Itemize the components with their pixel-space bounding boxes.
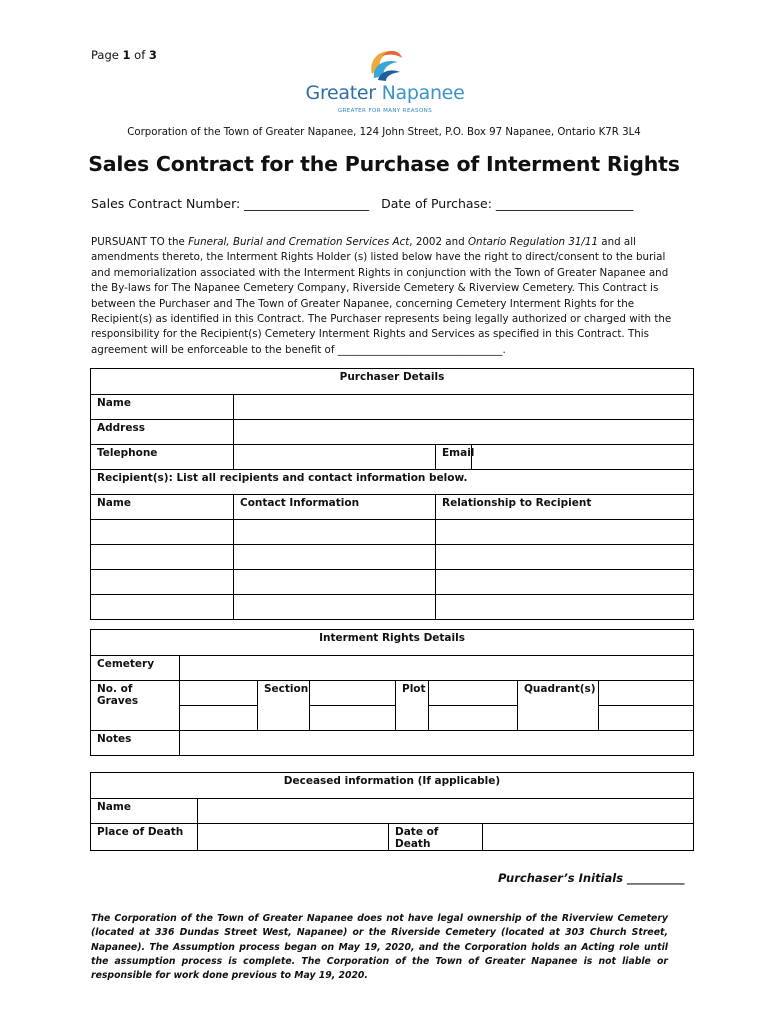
cemetery-input[interactable] bbox=[180, 656, 694, 681]
deceased-name-label: Name bbox=[91, 799, 198, 824]
recipient-row bbox=[91, 570, 694, 595]
purchaser-telephone-label: Telephone bbox=[91, 445, 234, 470]
agreement-paragraph: PURSUANT TO the Funeral, Burial and Cremation Services Act, 2002 and Ontario Regulation 31/11 and all amendments thereto, the Interment Rights Holder (s) listed below have the right to direct/consent to the burial and memorialization associated with the Interment Rights in conjunction with the Town of Greater Napanee and the By-laws for The Napanee Cemetery Company, Riverside Cemetery & Riverview Cemetery. This Contract is between the Purchaser and The Town of Greater Napanee, concerning Cemetery Interment Rights for the Recipient(s) as identified in this Contract. The Purchaser represents being legally authorized or charged with the responsibility for the Recipient(s) Cemetery Interment Rights and Services as specified in this Contract. This agreement will be enforceable to the benefit of ________________________________. bbox=[91, 236, 672, 356]
interment-rights-table bbox=[90, 629, 694, 756]
graves-input-2[interactable] bbox=[180, 706, 258, 731]
recipient-name-header: Name bbox=[91, 495, 234, 520]
page-of: of bbox=[130, 48, 149, 62]
deceased-info-table bbox=[90, 772, 694, 851]
place-of-death-label: Place of Death bbox=[91, 824, 198, 851]
notes-label: Notes bbox=[91, 731, 180, 756]
purchaser-initials-field[interactable]: Purchaser’s Initials __________ bbox=[498, 871, 685, 885]
graves-input[interactable] bbox=[180, 681, 258, 706]
logo-tagline: GREATER FOR MANY REASONS bbox=[337, 108, 433, 114]
recipient-contact-input[interactable] bbox=[234, 520, 436, 545]
contract-number-line bbox=[91, 196, 633, 211]
notes-input[interactable] bbox=[180, 731, 694, 756]
interment-rights-heading: Interment Rights Details bbox=[91, 630, 694, 656]
purchaser-email-input[interactable] bbox=[472, 445, 694, 470]
purchaser-details-table bbox=[90, 368, 694, 620]
recipient-relationship-header: Relationship to Recipient bbox=[436, 495, 694, 520]
page-total: 3 bbox=[148, 48, 157, 62]
recipient-contact-input[interactable] bbox=[234, 595, 436, 620]
recipient-name-input[interactable] bbox=[91, 595, 234, 620]
graves-label: No. of Graves bbox=[91, 681, 180, 731]
purchaser-telephone-input[interactable] bbox=[234, 445, 436, 470]
date-of-death-label: Date of Death bbox=[389, 824, 483, 851]
recipient-relationship-input[interactable] bbox=[436, 595, 694, 620]
corporation-address: Corporation of the Town of Greater Napanee, 124 John Street, P.O. Box 97 Napanee, Ontario K7R 3L4 bbox=[127, 127, 641, 138]
section-input-2[interactable] bbox=[310, 706, 396, 731]
recipient-relationship-input[interactable] bbox=[436, 520, 694, 545]
page-number bbox=[91, 48, 157, 62]
purchaser-name-input[interactable] bbox=[234, 395, 694, 420]
quadrant-input-2[interactable] bbox=[599, 706, 694, 731]
date-of-death-input[interactable] bbox=[483, 824, 694, 851]
page-current: 1 bbox=[122, 48, 131, 62]
page-title: Sales Contract for the Purchase of Interment Rights bbox=[88, 152, 680, 176]
date-of-purchase-field[interactable]: Date of Purchase: ______________________ bbox=[381, 196, 634, 211]
purchaser-details-heading: Purchaser Details bbox=[91, 369, 694, 395]
legal-disclaimer: The Corporation of the Town of Greater Napanee does not have legal ownership of the Riverview Cemetery (located at 336 Dundas Street West, Napanee) or the Riverside Cemetery (located at 303 Church Street, Napanee). The Assumption process began on May 19, 2020, and the Corporation holds an Acting role until the assumption process is complete. The Corporation of the Town of Greater Napanee is not liable or responsible for work done previous to May 19, 2020. bbox=[91, 913, 668, 982]
swirl-logo-icon bbox=[302, 44, 468, 84]
recipient-row bbox=[91, 595, 694, 620]
logo-wordmark: Greater Napanee bbox=[305, 82, 465, 104]
recipients-heading: Recipient(s): List all recipients and contact information below. bbox=[91, 470, 694, 495]
purchaser-address-input[interactable] bbox=[234, 420, 694, 445]
recipient-relationship-input[interactable] bbox=[436, 545, 694, 570]
plot-input-2[interactable] bbox=[429, 706, 518, 731]
greater-napanee-logo bbox=[302, 44, 468, 120]
purchaser-address-label: Address bbox=[91, 420, 234, 445]
recipient-name-input[interactable] bbox=[91, 570, 234, 595]
recipient-name-input[interactable] bbox=[91, 545, 234, 570]
quadrant-label: Quadrant(s) bbox=[518, 681, 599, 731]
contract-number-field[interactable]: Sales Contract Number: ____________________ bbox=[91, 196, 370, 211]
plot-label: Plot bbox=[396, 681, 429, 731]
recipient-contact-input[interactable] bbox=[234, 545, 436, 570]
cemetery-label: Cemetery bbox=[91, 656, 180, 681]
page-label: Page bbox=[91, 48, 123, 62]
purchaser-name-label: Name bbox=[91, 395, 234, 420]
recipient-relationship-input[interactable] bbox=[436, 570, 694, 595]
recipient-row bbox=[91, 545, 694, 570]
purchaser-email-label: Email bbox=[436, 445, 472, 470]
section-input[interactable] bbox=[310, 681, 396, 706]
section-label: Section bbox=[258, 681, 310, 731]
deceased-name-input[interactable] bbox=[198, 799, 694, 824]
deceased-info-heading: Deceased information (If applicable) bbox=[91, 773, 694, 799]
recipient-name-input[interactable] bbox=[91, 520, 234, 545]
recipient-contact-input[interactable] bbox=[234, 570, 436, 595]
recipient-row bbox=[91, 520, 694, 545]
plot-input[interactable] bbox=[429, 681, 518, 706]
quadrant-input[interactable] bbox=[599, 681, 694, 706]
recipient-contact-header: Contact Information bbox=[234, 495, 436, 520]
place-of-death-input[interactable] bbox=[198, 824, 389, 851]
